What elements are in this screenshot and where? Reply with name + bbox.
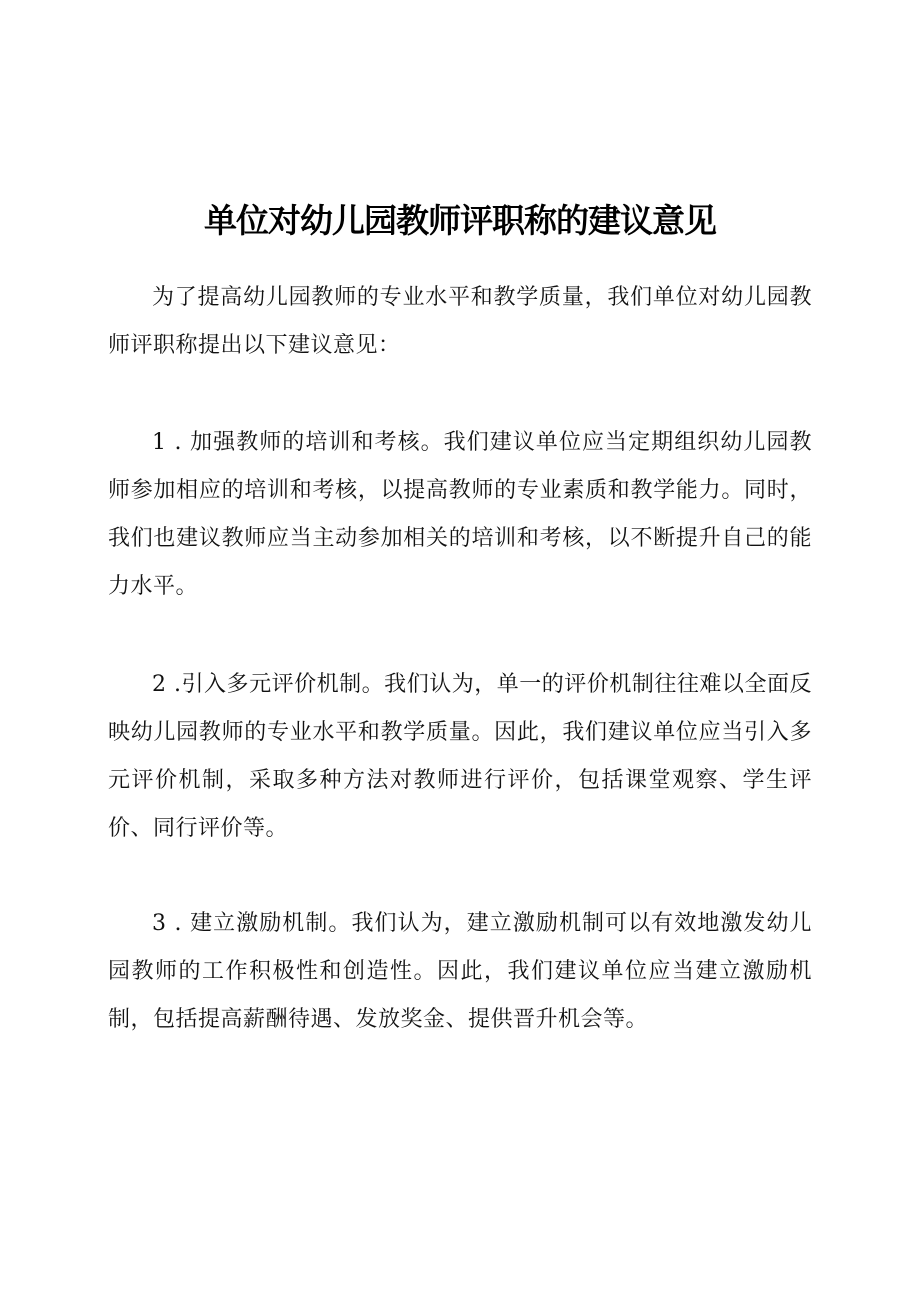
suggestion-item-2: 2 .引入多元评价机制。我们认为，单一的评价机制往往难以全面反映幼儿园教师的专业水平和教学质量。因此，我们建议单位应当引入多元评价机制，采取多种方法对教师进行评价，包括课堂观察、学生评价、同行评价等。 bbox=[108, 672, 812, 841]
document-title: 单位对幼儿园教师评职称的建议意见 bbox=[204, 201, 716, 241]
suggestion-item-3: 3 . 建立激励机制。我们认为，建立激励机制可以有效地激发幼儿园教师的工作积极性和创造性。因此，我们建议单位应当建立激励机制，包括提高薪酬待遇、发放奖金、提供晋升机会等。 bbox=[108, 911, 812, 1032]
intro-paragraph: 为了提高幼儿园教师的专业水平和教学质量，我们单位对幼儿园教师评职称提出以下建议意见： bbox=[108, 285, 812, 358]
suggestion-item-1: 1 . 加强教师的培训和考核。我们建议单位应当定期组织幼儿园教师参加相应的培训和考核，以提高教师的专业素质和教学能力。同时，我们也建议教师应当主动参加相关的培训和考核，以不断提升自己的能力水平。 bbox=[108, 430, 812, 599]
